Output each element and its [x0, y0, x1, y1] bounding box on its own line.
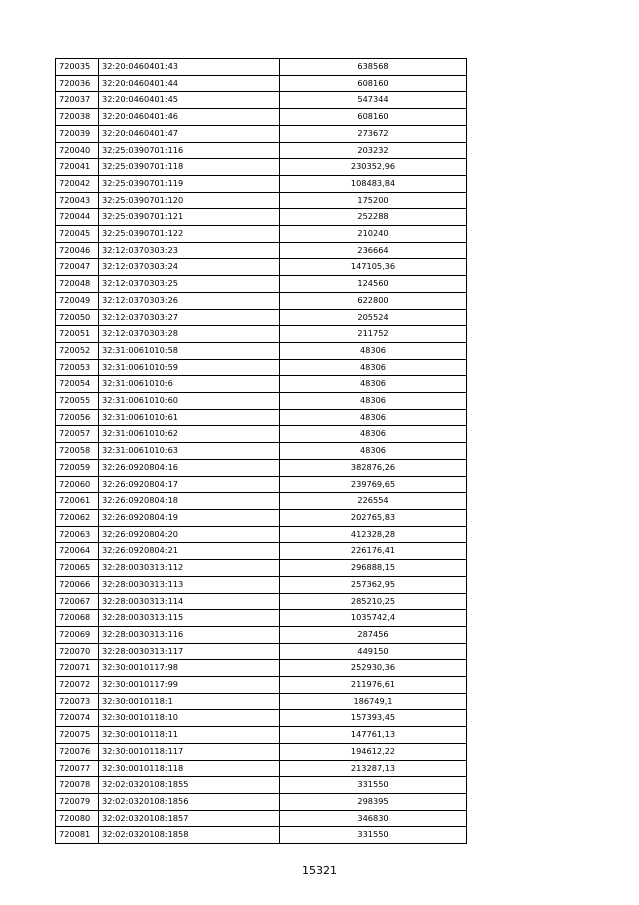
row-id-cell: 720064 — [56, 543, 99, 560]
cadastral-number-cell: 32:02:0320108:1857 — [99, 810, 280, 827]
table-row — [56, 760, 467, 777]
table-row — [56, 142, 467, 159]
value-cell: 194612,22 — [280, 743, 467, 760]
value-cell: 252930,36 — [280, 660, 467, 677]
cadastral-number-cell: 32:26:0920804:16 — [99, 459, 280, 476]
row-id-cell: 720037 — [56, 92, 99, 109]
cadastral-number-cell: 32:31:0061010:62 — [99, 426, 280, 443]
cadastral-number-cell: 32:28:0030313:116 — [99, 626, 280, 643]
table-row — [56, 743, 467, 760]
row-id-cell: 720065 — [56, 560, 99, 577]
row-id-cell: 720041 — [56, 159, 99, 176]
table-row — [56, 626, 467, 643]
row-id-cell: 720079 — [56, 793, 99, 810]
value-cell: 48306 — [280, 409, 467, 426]
value-cell: 285210,25 — [280, 593, 467, 610]
row-id-cell: 720062 — [56, 509, 99, 526]
cadastral-number-cell: 32:30:0010118:11 — [99, 727, 280, 744]
value-cell: 48306 — [280, 359, 467, 376]
value-cell: 211976,61 — [280, 677, 467, 694]
value-cell: 147761,13 — [280, 727, 467, 744]
value-cell: 213287,13 — [280, 760, 467, 777]
cadastral-number-cell: 32:12:0370303:23 — [99, 242, 280, 259]
table-row — [56, 593, 467, 610]
value-cell: 287456 — [280, 626, 467, 643]
value-cell: 1035742,4 — [280, 610, 467, 627]
row-id-cell: 720066 — [56, 576, 99, 593]
table-row — [56, 710, 467, 727]
value-cell: 638568 — [280, 59, 467, 76]
table-row — [56, 226, 467, 243]
cadastral-number-cell: 32:25:0390701:118 — [99, 159, 280, 176]
row-id-cell: 720059 — [56, 459, 99, 476]
value-cell: 449150 — [280, 643, 467, 660]
table-row — [56, 376, 467, 393]
table-row — [56, 109, 467, 126]
value-cell: 48306 — [280, 342, 467, 359]
table-row — [56, 777, 467, 794]
cadastral-number-cell: 32:28:0030313:114 — [99, 593, 280, 610]
row-id-cell: 720072 — [56, 677, 99, 694]
value-cell: 48306 — [280, 393, 467, 410]
cadastral-number-cell: 32:25:0390701:122 — [99, 226, 280, 243]
table-row — [56, 292, 467, 309]
row-id-cell: 720063 — [56, 526, 99, 543]
table-row — [56, 610, 467, 627]
table-body — [56, 59, 467, 844]
cadastral-number-cell: 32:30:0010118:1 — [99, 693, 280, 710]
value-cell: 298395 — [280, 793, 467, 810]
cadastral-number-cell: 32:26:0920804:20 — [99, 526, 280, 543]
row-id-cell: 720036 — [56, 75, 99, 92]
cadastral-number-cell: 32:31:0061010:58 — [99, 342, 280, 359]
value-cell: 124560 — [280, 276, 467, 293]
table-row — [56, 443, 467, 460]
data-table — [55, 58, 467, 844]
value-cell: 296888,15 — [280, 560, 467, 577]
row-id-cell: 720069 — [56, 626, 99, 643]
value-cell: 257362,95 — [280, 576, 467, 593]
table-row — [56, 75, 467, 92]
cadastral-number-cell: 32:02:0320108:1858 — [99, 827, 280, 844]
cadastral-number-cell: 32:31:0061010:6 — [99, 376, 280, 393]
row-id-cell: 720068 — [56, 610, 99, 627]
cadastral-number-cell: 32:31:0061010:61 — [99, 409, 280, 426]
row-id-cell: 720052 — [56, 342, 99, 359]
table-row — [56, 259, 467, 276]
row-id-cell: 720039 — [56, 125, 99, 142]
value-cell: 236664 — [280, 242, 467, 259]
row-id-cell: 720056 — [56, 409, 99, 426]
table-row — [56, 309, 467, 326]
value-cell: 202765,83 — [280, 509, 467, 526]
row-id-cell: 720058 — [56, 443, 99, 460]
cadastral-number-cell: 32:02:0320108:1855 — [99, 777, 280, 794]
table-row — [56, 276, 467, 293]
table-row — [56, 175, 467, 192]
table-row — [56, 677, 467, 694]
row-id-cell: 720042 — [56, 175, 99, 192]
value-cell: 48306 — [280, 376, 467, 393]
table-row — [56, 409, 467, 426]
cadastral-number-cell: 32:25:0390701:121 — [99, 209, 280, 226]
table-row — [56, 92, 467, 109]
value-cell: 346830 — [280, 810, 467, 827]
value-cell: 382876,26 — [280, 459, 467, 476]
cadastral-number-cell: 32:12:0370303:26 — [99, 292, 280, 309]
table-row — [56, 526, 467, 543]
cadastral-number-cell: 32:12:0370303:25 — [99, 276, 280, 293]
cadastral-number-cell: 32:30:0010117:99 — [99, 677, 280, 694]
row-id-cell: 720043 — [56, 192, 99, 209]
row-id-cell: 720046 — [56, 242, 99, 259]
row-id-cell: 720055 — [56, 393, 99, 410]
cadastral-number-cell: 32:26:0920804:18 — [99, 493, 280, 510]
value-cell: 230352,96 — [280, 159, 467, 176]
table-row — [56, 159, 467, 176]
row-id-cell: 720050 — [56, 309, 99, 326]
row-id-cell: 720080 — [56, 810, 99, 827]
row-id-cell: 720048 — [56, 276, 99, 293]
cadastral-number-cell: 32:28:0030313:115 — [99, 610, 280, 627]
value-cell: 205524 — [280, 309, 467, 326]
row-id-cell: 720040 — [56, 142, 99, 159]
table-row — [56, 509, 467, 526]
value-cell: 108483,84 — [280, 175, 467, 192]
table-row — [56, 660, 467, 677]
table-row — [56, 643, 467, 660]
value-cell: 608160 — [280, 75, 467, 92]
row-id-cell: 720053 — [56, 359, 99, 376]
table-row — [56, 125, 467, 142]
table-row — [56, 192, 467, 209]
table-row — [56, 810, 467, 827]
cadastral-number-cell: 32:28:0030313:113 — [99, 576, 280, 593]
value-cell: 412328,28 — [280, 526, 467, 543]
value-cell: 331550 — [280, 777, 467, 794]
value-cell: 226176,41 — [280, 543, 467, 560]
row-id-cell: 720047 — [56, 259, 99, 276]
value-cell: 252288 — [280, 209, 467, 226]
cadastral-number-cell: 32:12:0370303:24 — [99, 259, 280, 276]
row-id-cell: 720049 — [56, 292, 99, 309]
cadastral-number-cell: 32:12:0370303:28 — [99, 326, 280, 343]
row-id-cell: 720070 — [56, 643, 99, 660]
table-row — [56, 342, 467, 359]
cadastral-number-cell: 32:12:0370303:27 — [99, 309, 280, 326]
value-cell: 48306 — [280, 426, 467, 443]
value-cell: 48306 — [280, 443, 467, 460]
cadastral-number-cell: 32:20:0460401:44 — [99, 75, 280, 92]
cadastral-number-cell: 32:31:0061010:59 — [99, 359, 280, 376]
row-id-cell: 720061 — [56, 493, 99, 510]
row-id-cell: 720071 — [56, 660, 99, 677]
row-id-cell: 720067 — [56, 593, 99, 610]
cadastral-number-cell: 32:28:0030313:117 — [99, 643, 280, 660]
table-row — [56, 693, 467, 710]
cadastral-number-cell: 32:30:0010117:98 — [99, 660, 280, 677]
cadastral-number-cell: 32:31:0061010:63 — [99, 443, 280, 460]
table-row — [56, 326, 467, 343]
cadastral-number-cell: 32:20:0460401:47 — [99, 125, 280, 142]
value-cell: 547344 — [280, 92, 467, 109]
row-id-cell: 720054 — [56, 376, 99, 393]
page-number: 15321 — [302, 864, 337, 877]
row-id-cell: 720077 — [56, 760, 99, 777]
row-id-cell: 720051 — [56, 326, 99, 343]
value-cell: 273672 — [280, 125, 467, 142]
table-row — [56, 359, 467, 376]
cadastral-number-cell: 32:20:0460401:45 — [99, 92, 280, 109]
table-row — [56, 459, 467, 476]
cadastral-number-cell: 32:30:0010118:117 — [99, 743, 280, 760]
cadastral-number-cell: 32:25:0390701:116 — [99, 142, 280, 159]
value-cell: 608160 — [280, 109, 467, 126]
cadastral-number-cell: 32:30:0010118:10 — [99, 710, 280, 727]
table-row — [56, 493, 467, 510]
cadastral-number-cell: 32:31:0061010:60 — [99, 393, 280, 410]
row-id-cell: 720045 — [56, 226, 99, 243]
row-id-cell: 720078 — [56, 777, 99, 794]
table-row — [56, 476, 467, 493]
table-row — [56, 209, 467, 226]
row-id-cell: 720075 — [56, 727, 99, 744]
row-id-cell: 720074 — [56, 710, 99, 727]
table-row — [56, 793, 467, 810]
cadastral-number-cell: 32:30:0010118:118 — [99, 760, 280, 777]
table-row — [56, 560, 467, 577]
cadastral-number-cell: 32:02:0320108:1856 — [99, 793, 280, 810]
value-cell: 331550 — [280, 827, 467, 844]
cadastral-number-cell: 32:25:0390701:119 — [99, 175, 280, 192]
value-cell: 210240 — [280, 226, 467, 243]
row-id-cell: 720076 — [56, 743, 99, 760]
cadastral-number-cell: 32:20:0460401:43 — [99, 59, 280, 76]
row-id-cell: 720044 — [56, 209, 99, 226]
table-row — [56, 727, 467, 744]
table-row — [56, 827, 467, 844]
table-row — [56, 59, 467, 76]
value-cell: 226554 — [280, 493, 467, 510]
row-id-cell: 720057 — [56, 426, 99, 443]
value-cell: 239769,65 — [280, 476, 467, 493]
cadastral-number-cell: 32:26:0920804:19 — [99, 509, 280, 526]
value-cell: 147105,36 — [280, 259, 467, 276]
row-id-cell: 720060 — [56, 476, 99, 493]
value-cell: 186749,1 — [280, 693, 467, 710]
table-row — [56, 426, 467, 443]
row-id-cell: 720081 — [56, 827, 99, 844]
value-cell: 175200 — [280, 192, 467, 209]
value-cell: 203232 — [280, 142, 467, 159]
table-row — [56, 543, 467, 560]
table-row — [56, 242, 467, 259]
value-cell: 157393,45 — [280, 710, 467, 727]
cadastral-number-cell: 32:26:0920804:21 — [99, 543, 280, 560]
cadastral-number-cell: 32:26:0920804:17 — [99, 476, 280, 493]
row-id-cell: 720038 — [56, 109, 99, 126]
row-id-cell: 720035 — [56, 59, 99, 76]
cadastral-number-cell: 32:25:0390701:120 — [99, 192, 280, 209]
value-cell: 622800 — [280, 292, 467, 309]
row-id-cell: 720073 — [56, 693, 99, 710]
table-row — [56, 576, 467, 593]
value-cell: 211752 — [280, 326, 467, 343]
table-row — [56, 393, 467, 410]
cadastral-number-cell: 32:28:0030313:112 — [99, 560, 280, 577]
cadastral-number-cell: 32:20:0460401:46 — [99, 109, 280, 126]
